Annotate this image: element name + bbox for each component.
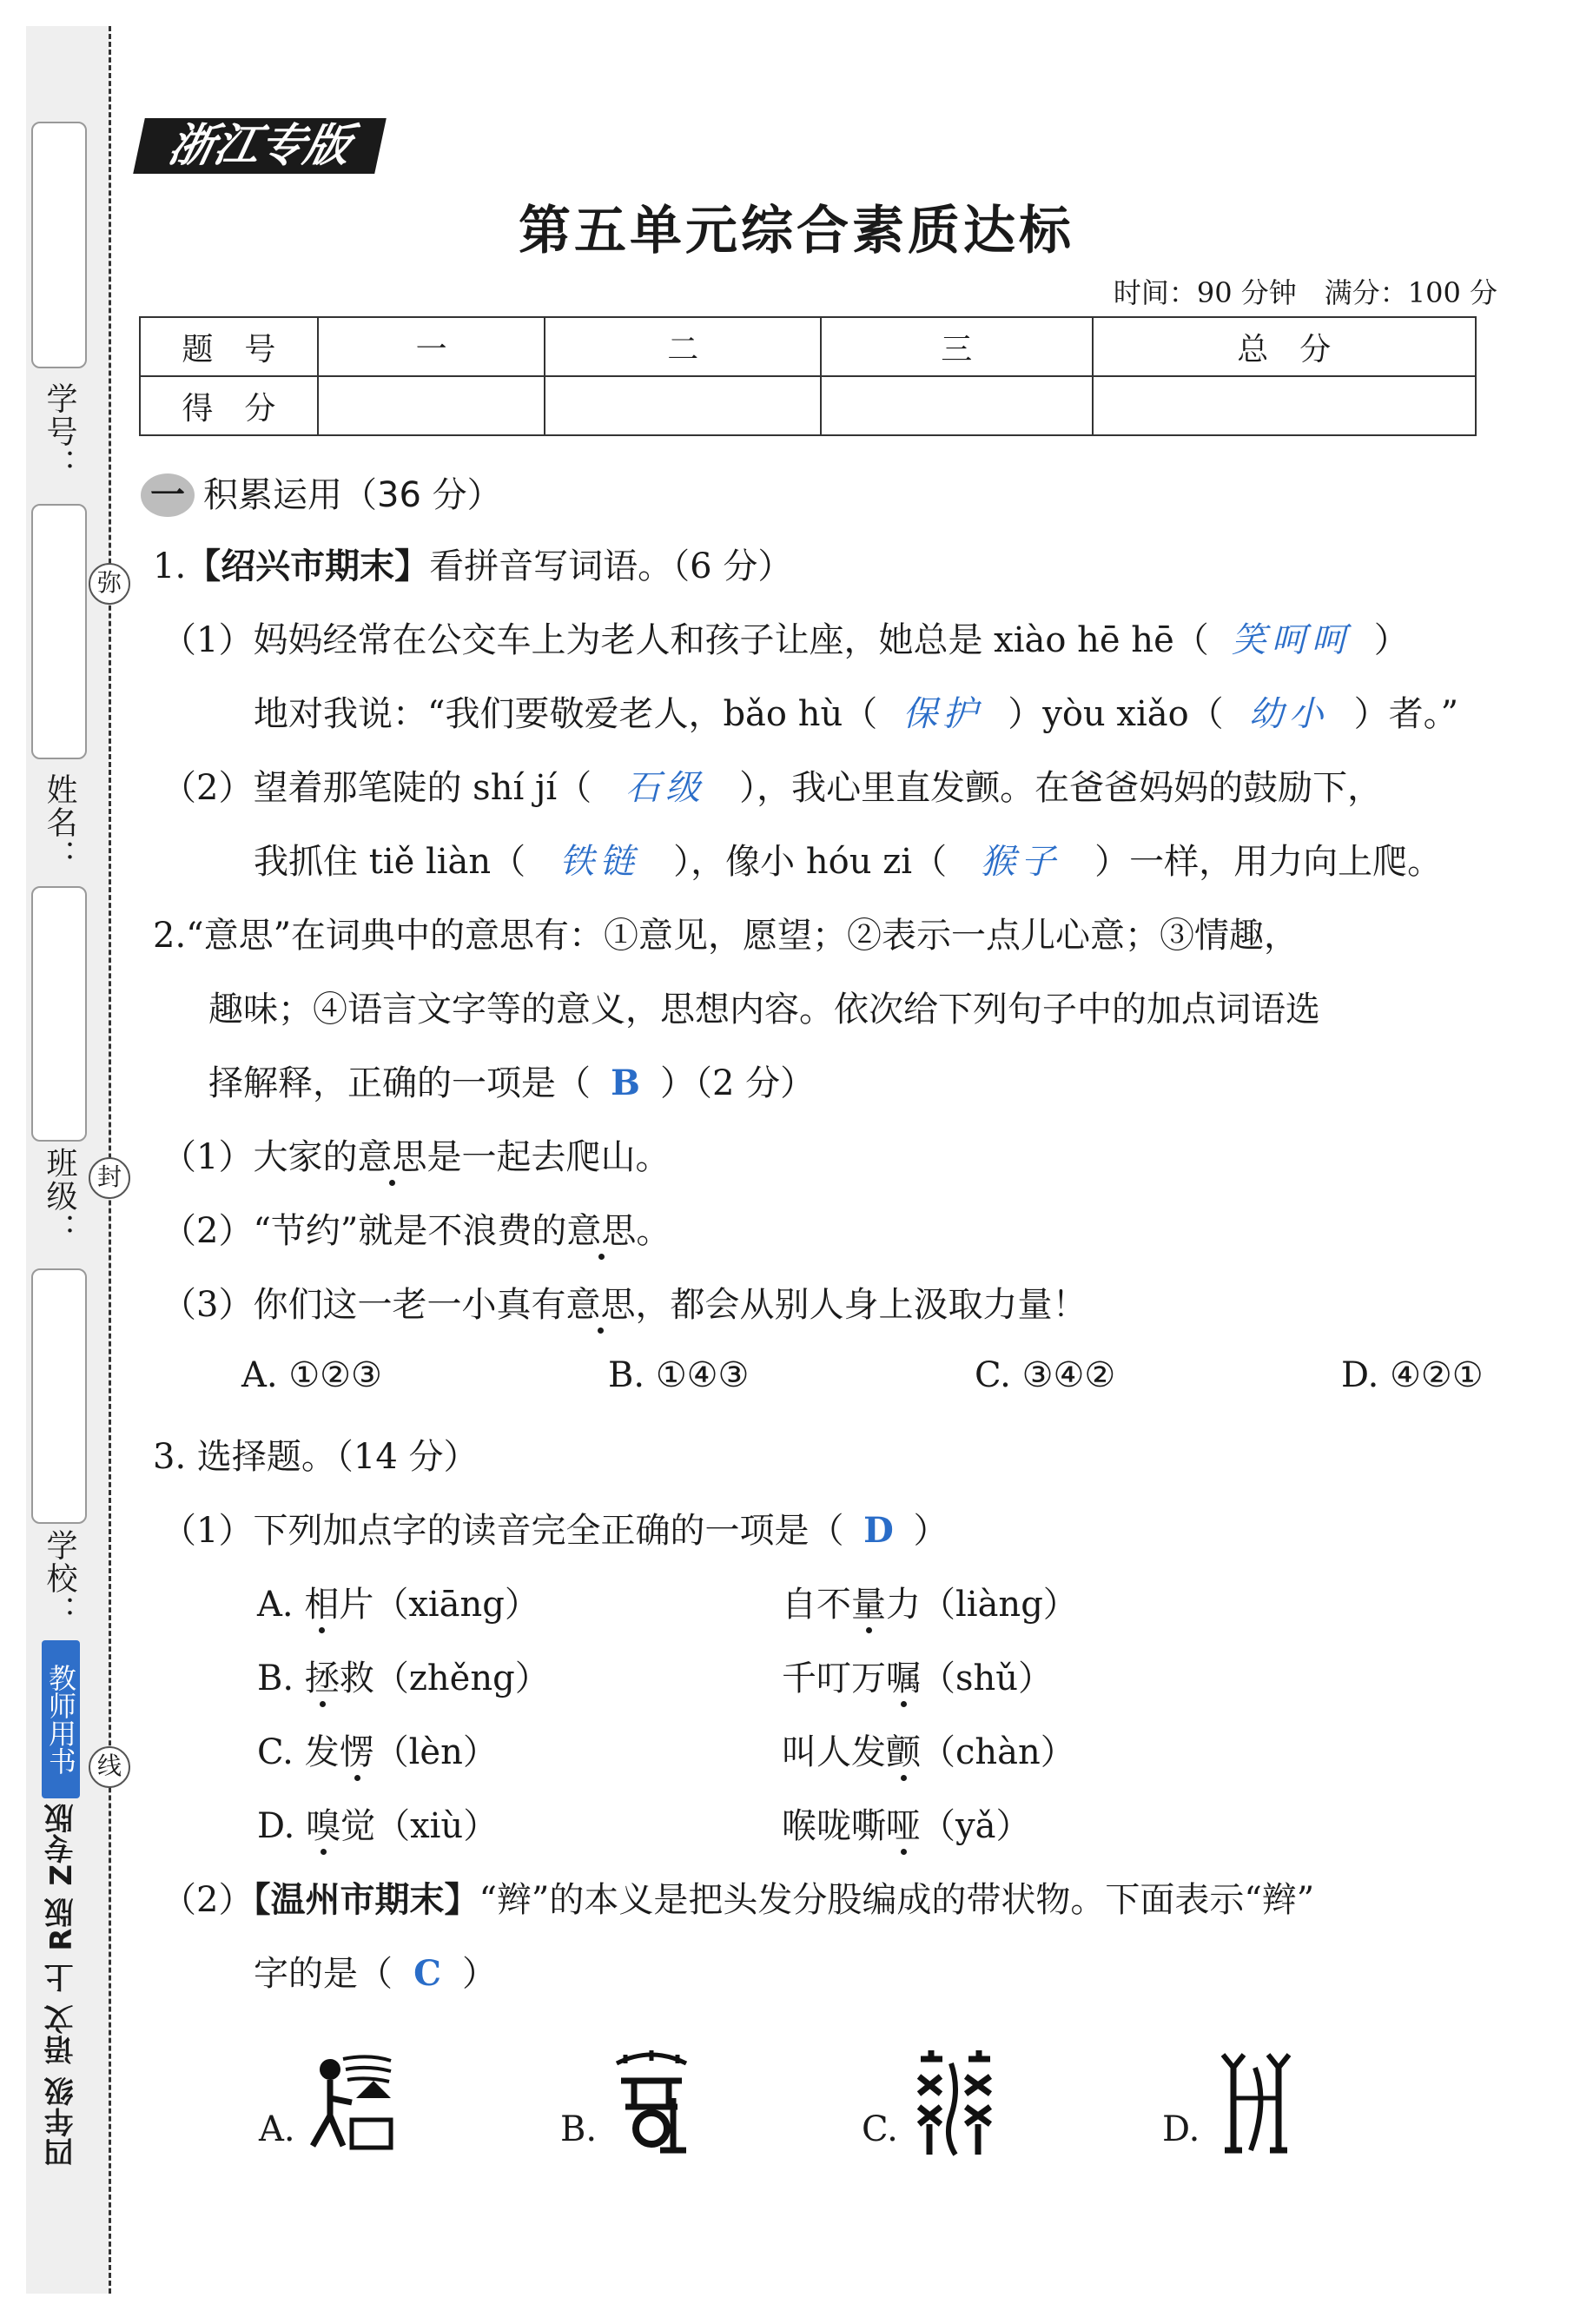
ancient-glyph-a-icon	[304, 2050, 400, 2155]
answer-text: 幼小	[1248, 694, 1329, 734]
teacher-book-badge: 教师用书	[42, 1640, 80, 1798]
question-1-line-4	[254, 834, 1442, 884]
question-2-line-3	[208, 1056, 815, 1105]
glyph-option-b-label[interactable]: B.	[560, 2109, 598, 2149]
question-text: ）	[913, 1511, 949, 1551]
question-text: ）	[1373, 620, 1409, 660]
question-text: ）一样，用力向上爬。	[1094, 842, 1443, 882]
edition-badge: 浙江专版	[133, 118, 387, 174]
question-3-part-2-line-2	[254, 1946, 497, 1996]
question-text: ）者。”	[1353, 694, 1459, 734]
question-3-part-1	[162, 1503, 948, 1553]
score-input-cell[interactable]	[821, 376, 1093, 435]
table-row	[140, 376, 1476, 435]
option-d[interactable]: D. ④②①	[1341, 1355, 1484, 1395]
question-text: （2）望着那笔陡的 shí jí（	[162, 768, 592, 808]
grade-edition-label: 四年级 语文 上 R版 Z专版	[44, 1803, 79, 2168]
question-2-sentence-3	[162, 1277, 1087, 1327]
question-2-line-1: 2.“意思”在词典中的意思有：①意见，愿望；②表示一点儿心意；③情趣，	[153, 916, 1299, 956]
name-label: 姓名：	[42, 773, 77, 872]
question-1-heading	[153, 539, 792, 588]
glyph-option-d-label[interactable]: D.	[1162, 2109, 1200, 2149]
section-number: 一	[141, 473, 195, 517]
answer-text: B	[611, 1063, 640, 1103]
dotted-word: 意思	[357, 1129, 426, 1179]
section-heading	[141, 467, 502, 517]
table-cell: 得 分	[140, 376, 318, 435]
question-text: （2）“节约”就是不浪费的	[162, 1211, 567, 1251]
score-table	[139, 316, 1477, 436]
question-1-line-1	[162, 612, 1409, 662]
question-number: （2）	[162, 1880, 254, 1920]
seal-feng: 封	[89, 1157, 130, 1199]
option-b[interactable]: B. ①④③	[608, 1355, 750, 1395]
dotted-char: 量	[851, 1577, 886, 1626]
answer-text: 笑呵呵	[1231, 620, 1352, 660]
ancient-glyph-b-icon	[608, 2046, 695, 2155]
ancient-glyph-c-icon	[912, 2046, 999, 2159]
table-cell: 总 分	[1093, 317, 1476, 376]
question-text: （1）妈妈经常在公交车上为老人和孩子让座，她总是 xiào hē hē（	[162, 620, 1209, 660]
question-text: 。	[636, 1211, 671, 1251]
question-text: （3）你们这一老一小真有	[162, 1285, 566, 1325]
question-3-heading: 3. 选择题。（14 分）	[153, 1437, 479, 1477]
answer-text: 石级	[625, 768, 706, 808]
score-input-cell[interactable]	[318, 376, 545, 435]
dotted-char: 嘱	[886, 1651, 921, 1700]
question-text: 我抓住 tiě liàn（	[254, 842, 526, 882]
school-box[interactable]	[31, 1268, 87, 1524]
dotted-char: 颤	[886, 1725, 921, 1774]
question-number: 1.	[153, 546, 187, 586]
source-tag: 【温州市期末】	[253, 1879, 479, 1920]
question-text: 是一起去爬山。	[426, 1137, 671, 1177]
ancient-glyph-d-icon	[1216, 2046, 1303, 2159]
student-id-label: 学号：	[42, 382, 77, 481]
dotted-char: 相	[304, 1577, 339, 1626]
pronunciation-option-d-right: 喉咙嘶哑（yǎ）	[782, 1798, 1030, 1848]
page-title: 第五单元综合素质达标	[519, 201, 1074, 262]
question-text: ），像小 hóu zi（	[673, 842, 948, 882]
dotted-char: 愣	[340, 1725, 374, 1774]
question-text: “辫”的本义是把头发分股编成的带状物。下面表示“辫”	[479, 1880, 1315, 1920]
answer-text: C	[413, 1953, 441, 1994]
answer-text: 猴子	[981, 842, 1061, 882]
option-c[interactable]: C. ③④②	[975, 1355, 1116, 1395]
section-title: 积累运用（36 分）	[203, 475, 502, 515]
name-box[interactable]	[31, 504, 87, 759]
question-1-line-2	[254, 686, 1458, 736]
question-text: ，都会从别人身上汲取力量！	[635, 1285, 1087, 1325]
question-text: （1）下列加点字的读音完全正确的一项是（	[162, 1511, 844, 1551]
school-label: 学校：	[42, 1529, 77, 1628]
pronunciation-option-b-right: 千叮万嘱（shǔ）	[782, 1651, 1053, 1700]
dotted-char: 拯	[305, 1651, 340, 1700]
glyph-option-c-label[interactable]: C.	[862, 2109, 898, 2149]
question-text: ）（2 分）	[660, 1063, 816, 1103]
question-text: ），我心里直发颤。在爸爸妈妈的鼓励下，	[739, 768, 1383, 808]
pronunciation-option-a-right: 自不量力（liàng）	[782, 1577, 1078, 1626]
seal-xian: 线	[89, 1746, 130, 1788]
question-2-sentence-1	[162, 1129, 670, 1179]
answer-text: 铁链	[559, 842, 640, 882]
table-cell: 一	[318, 317, 545, 376]
source-tag: 【绍兴市期末】	[186, 546, 430, 586]
table-cell: 三	[821, 317, 1093, 376]
class-box[interactable]	[31, 886, 87, 1142]
question-text: 字的是（	[254, 1954, 393, 1994]
question-2-sentence-2	[162, 1203, 671, 1253]
question-text: 择解释，正确的一项是（	[208, 1063, 591, 1103]
question-text: ）yòu xiǎo（	[1008, 694, 1224, 734]
question-1-line-3	[162, 760, 1382, 810]
class-label: 班级：	[42, 1147, 77, 1246]
question-text: （1）大家的	[162, 1137, 358, 1177]
question-2-line-2: 趣味；④语言文字等的意义，思想内容。依次给下列句子中的加点词语选	[208, 990, 1320, 1030]
glyph-option-a-label[interactable]: A.	[259, 2109, 295, 2149]
answer-text: D	[863, 1510, 894, 1551]
score-input-cell[interactable]	[1093, 376, 1476, 435]
pronunciation-option-b-left[interactable]: B. 拯救（zhěng）	[257, 1651, 550, 1700]
pronunciation-option-c-right: 叫人发颤（chàn）	[782, 1725, 1075, 1774]
seal-mi: 弥	[89, 563, 130, 605]
question-text: 看拼音写词语。（6 分）	[429, 546, 793, 586]
dotted-char: 嗅	[306, 1798, 340, 1848]
dotted-word: 意思	[565, 1277, 635, 1327]
option-a[interactable]: A. ①②③	[241, 1355, 382, 1395]
question-text: 地对我说：“我们要敬爱老人，bǎo hù（	[254, 694, 878, 734]
answer-text: 保护	[902, 694, 983, 734]
dotted-char: 哑	[886, 1798, 921, 1848]
pronunciation-option-a-left[interactable]: A. 相片（xiāng）	[257, 1577, 539, 1626]
dotted-word: 意思	[566, 1203, 636, 1253]
question-text: ）	[462, 1954, 497, 1994]
pronunciation-option-d-left[interactable]: D. 嗅觉（xiù）	[257, 1798, 498, 1848]
table-cell: 二	[545, 317, 821, 376]
table-cell: 题 号	[140, 317, 318, 376]
pronunciation-option-c-left[interactable]: C. 发愣（lèn）	[257, 1725, 498, 1774]
score-input-cell[interactable]	[545, 376, 821, 435]
exam-meta: 时间：90 分钟 满分：100 分	[1113, 276, 1497, 309]
question-3-part-2-line-1	[162, 1872, 1314, 1922]
table-row	[140, 317, 1476, 376]
